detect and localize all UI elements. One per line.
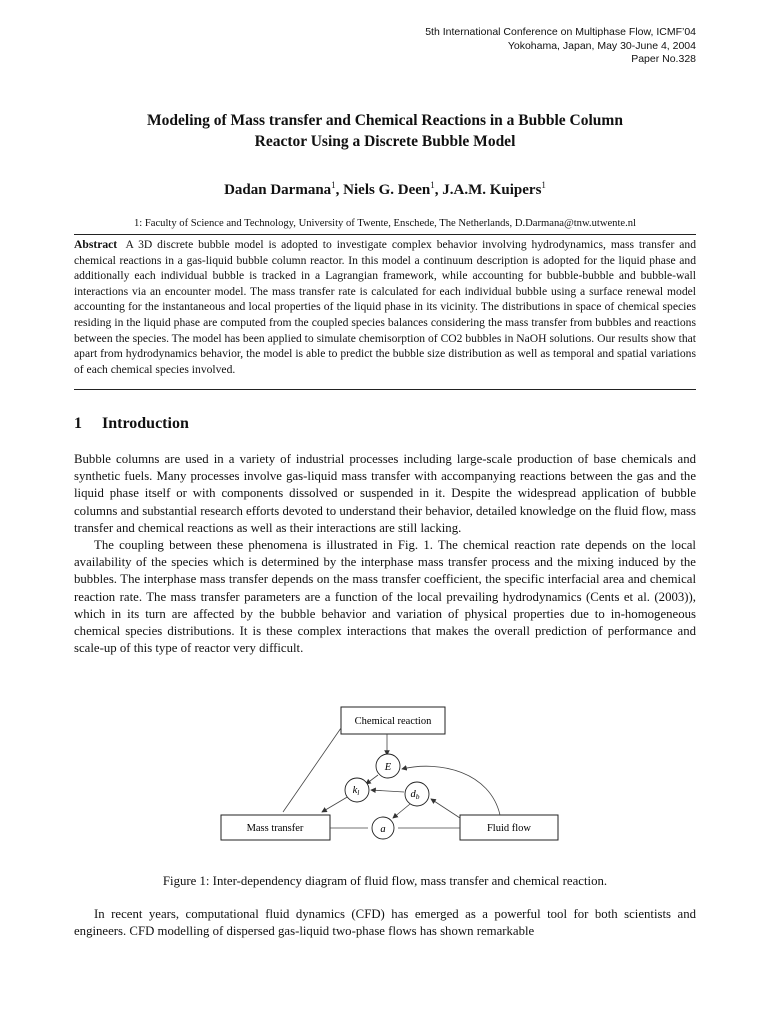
intro-text-continued: [74, 906, 696, 940]
author-separator: ,: [434, 182, 443, 198]
author-separator: ,: [335, 182, 344, 198]
node-a-label: a: [380, 824, 386, 835]
conference-name: 5th International Conference on Multiphase Flow, ICMF’04: [425, 26, 696, 38]
intro-text: [74, 451, 696, 657]
figure-caption: Figure 1: Inter-dependency diagram of fluid flow, mass transfer and chemical reaction.: [162, 874, 608, 888]
paragraph-2: The coupling between these phenomena is illustrated in Fig. 1. The chemical reaction rate depends on the local availability of the species which is determined by the interphase mass transfer process and the mixing induced by the bubbles. The interphase mass transfer depends on the mass transfer coefficient, the specific interfacial area and chemical reaction rate. The mass transfer parameters are a function of the local prevailing hydrodynamics (Cents et al. (2003)), which in its turn are affected by the bubble behavior and variation of physical properties due to in-homogeneous chemical species distributions. It is these complex interactions that makes the overall prediction of performance and scale-up of this type of reactor very difficult.: [74, 538, 696, 656]
title-line-1: Modeling of Mass transfer and Chemical Reactions in a Bubble Column: [147, 112, 623, 129]
link-db-a: [393, 804, 410, 818]
abstract: [74, 237, 696, 377]
affiliation: 1: Faculty of Science and Technology, University of Twente, Enschede, The Netherlands, D.Darmana@tnw.utwente.nl: [133, 218, 637, 229]
paper-number: Paper No.328: [631, 53, 696, 65]
link-kl-mass: [322, 796, 349, 812]
paragraph-3: In recent years, computational fluid dynamics (CFD) has emerged as a powerful tool for both scientists and engineers. CFD modelling of dispersed gas-liquid two-phase flows has shown remarkable: [74, 907, 696, 939]
node-E-label: E: [384, 762, 392, 773]
link-E-kl: [366, 775, 378, 784]
node-kl-label: kl: [352, 785, 360, 797]
link-fluid-db: [431, 799, 460, 818]
affil-marker: 1: [430, 180, 435, 190]
section-number: 1: [74, 415, 82, 432]
chemical-reaction-label: Chemical reaction: [354, 716, 432, 727]
inter-dependency-diagram: [0, 700, 768, 850]
mass-transfer-label: Mass transfer: [246, 823, 304, 834]
abstract-text: A 3D discrete bubble model is adopted to investigate complex behavior involving hydrodynamics, mass transfer and chemical reactions in a gas-liquid bubble column reactor. In this model a continuum description is adopted for the liquid phase and additionally each individual bubble is tracked in a Lagrangian framework, while accounting for bubble-bubble and bubble-wall interactions via an encounter model. The mass transfer rate is calculated for each individual bubble using a surface renewal model accounting for the instantaneous and local properties of the liquid phase in its vicinity. The distributions in space of chemical species residing in the liquid phase are computed from the coupled species balances considering the mass transfer from bubbles and reactions between the species. The model has been applied to simulate chemisorption of CO2 bubbles in NaOH solutions. Our results show that apart from hydrodynamics behavior, the model is able to predict the bubble size distribution as well as temporal and spatial variations of each chemical species involved.: [74, 238, 696, 376]
author-1: Dadan Darmana: [224, 182, 332, 198]
link-db-kl: [371, 790, 404, 792]
author-3: J.A.M. Kuipers: [442, 182, 542, 198]
section-title: Introduction: [102, 415, 189, 432]
title-line-2: Reactor Using a Discrete Bubble Model: [254, 133, 516, 150]
paper-title: [74, 110, 696, 152]
affil-marker: 1: [541, 180, 546, 190]
conference-header: [425, 26, 696, 67]
node-db-label: db: [410, 789, 420, 801]
section-heading: [74, 415, 189, 433]
conference-location: Yokohama, Japan, May 30-June 4, 2004: [507, 39, 696, 52]
paragraph-1: Bubble columns are used in a variety of industrial processes including large-scale production of base chemicals and synthetic fuels. Many processes involve gas-liquid mass transfer with accompanying reactions between the gas and the liquid phase itself or with components dissolved or suspended in it. Despite the widespread application of bubble columns and substantial research efforts devoted to understand their behavior, detailed knowledge on the fluid flow, mass transfer and chemical reactions as well as their interactions are still lacking.: [74, 452, 696, 535]
author-list: [74, 180, 696, 199]
link-chem-mass: [283, 728, 341, 812]
abstract-top-rule: [74, 234, 696, 235]
abstract-bottom-rule: [74, 389, 696, 390]
affil-marker: 1: [331, 180, 336, 190]
author-2: Niels G. Deen: [343, 182, 431, 198]
fluid-flow-label: Fluid flow: [486, 823, 532, 834]
abstract-label: Abstract: [74, 238, 118, 251]
